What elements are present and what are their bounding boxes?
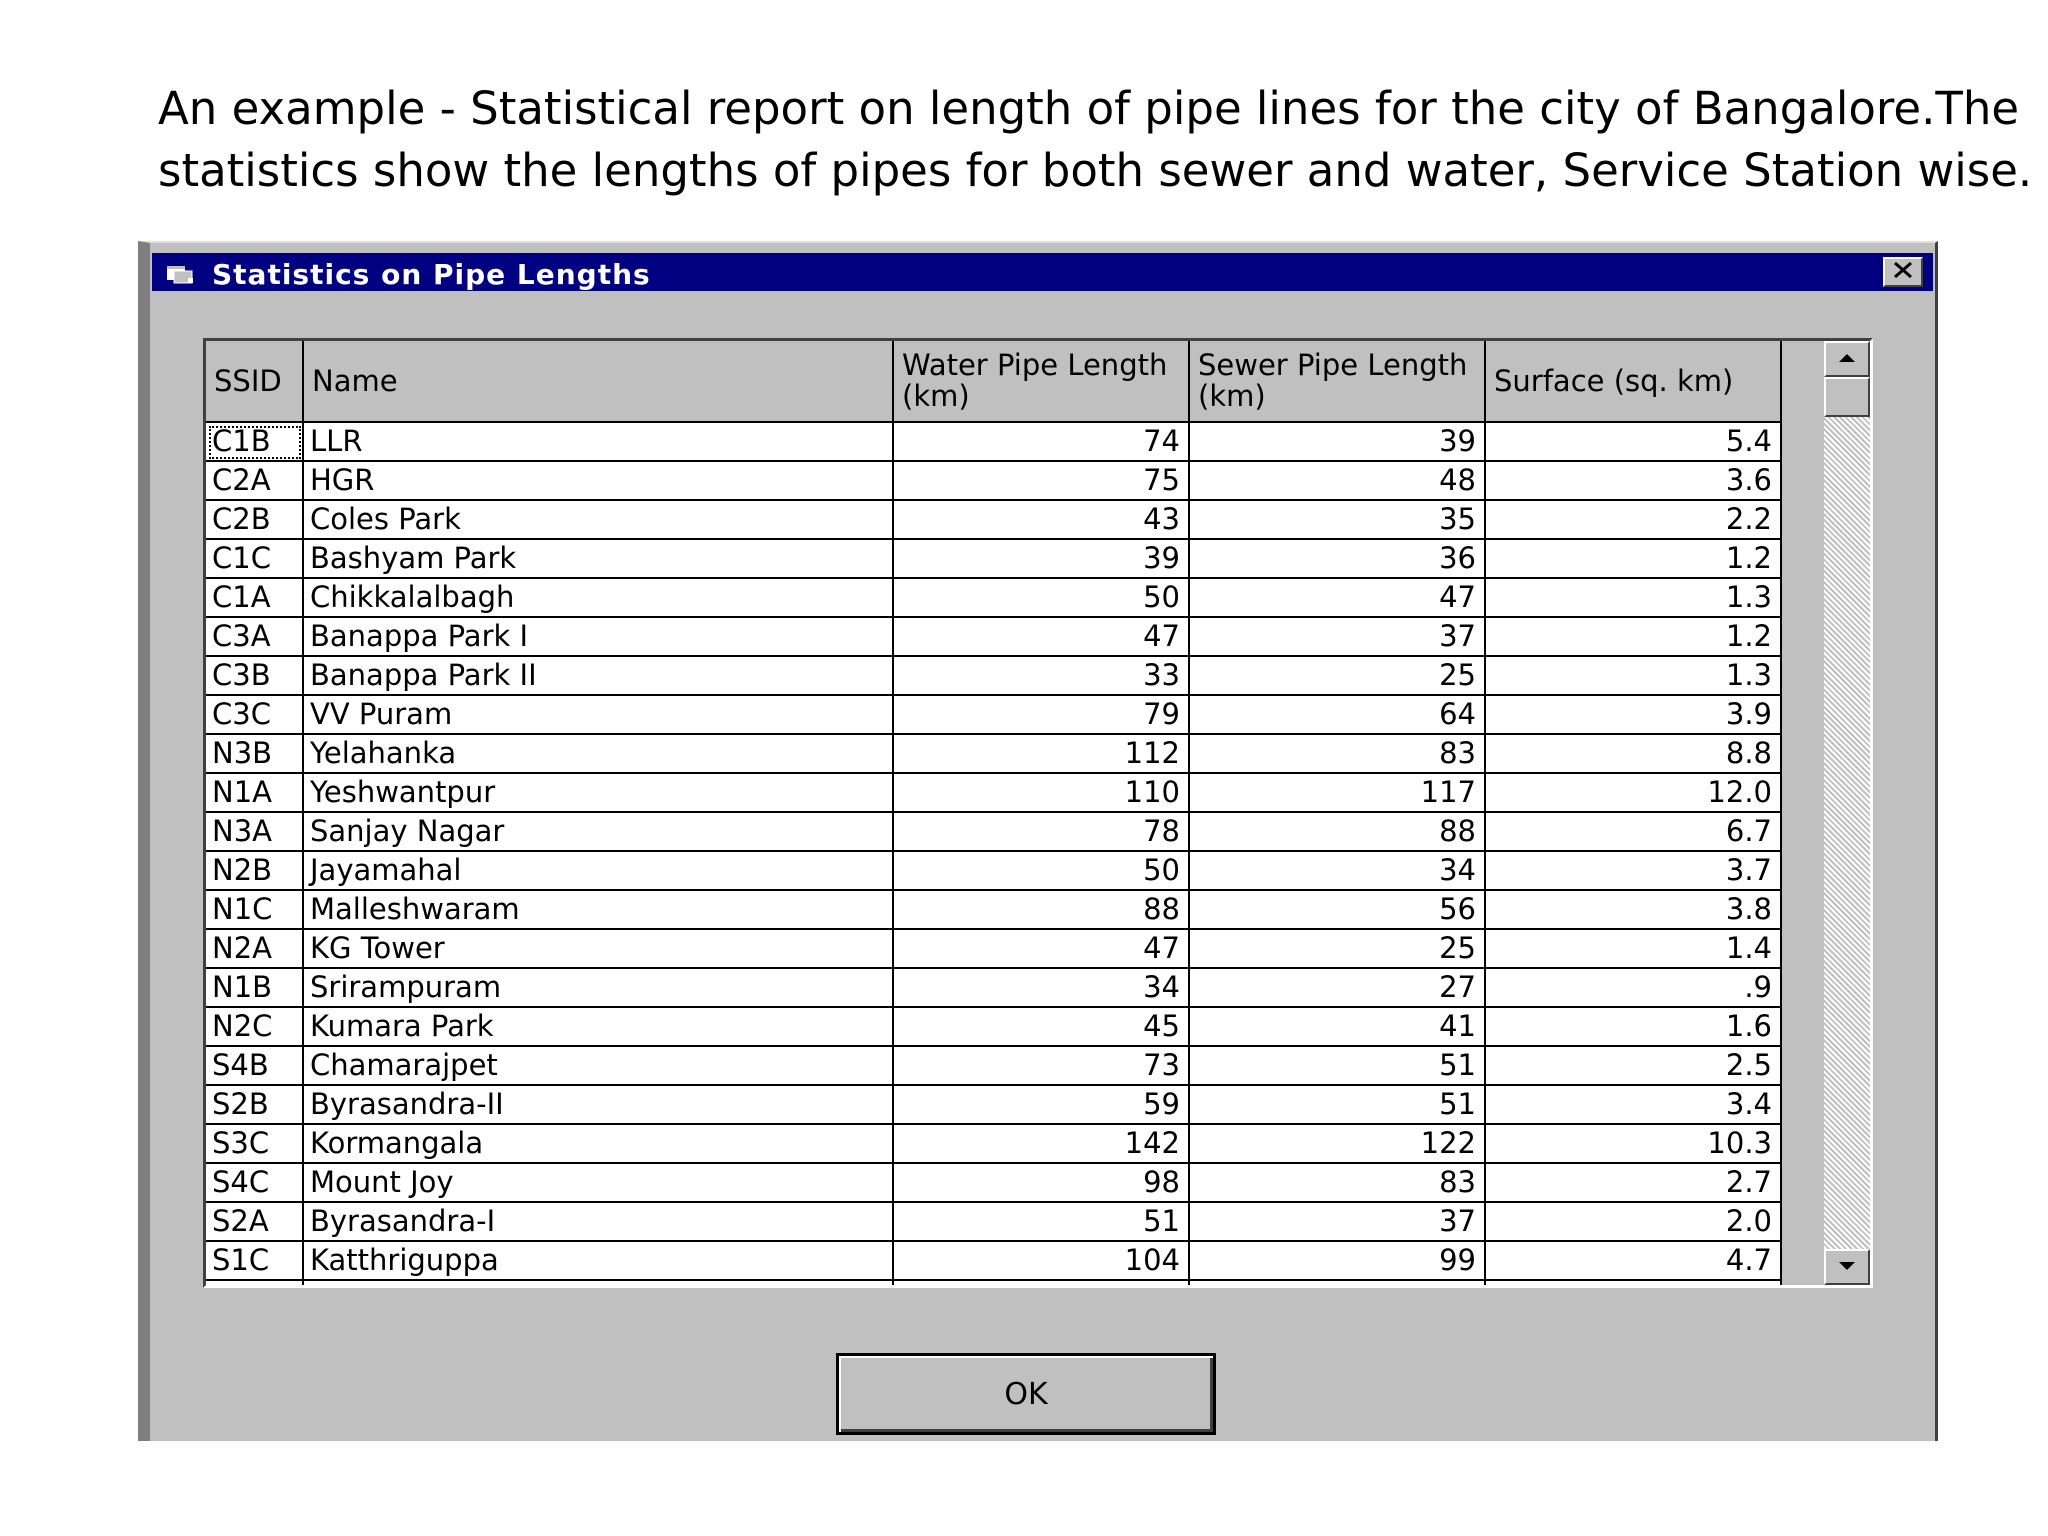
table-cell[interactable]: 3.6 — [1486, 462, 1782, 501]
table-cell[interactable]: S2A — [206, 1203, 304, 1242]
table-cell[interactable]: 2.0 — [1486, 1203, 1782, 1242]
table-cell[interactable]: Yeshwantpur — [304, 774, 894, 813]
table-cell[interactable]: C3A — [206, 618, 304, 657]
table-cell[interactable]: 110 — [894, 774, 1190, 813]
table-cell[interactable]: 6.7 — [1486, 813, 1782, 852]
table-cell[interactable]: 112 — [894, 735, 1190, 774]
table-cell[interactable]: Sanjay Nagar — [304, 813, 894, 852]
table-cell[interactable]: S3C — [206, 1125, 304, 1164]
table-cell[interactable]: .9 — [1486, 969, 1782, 1008]
table-cell[interactable]: Malleshwaram — [304, 891, 894, 930]
table-cell[interactable]: N3B — [206, 735, 304, 774]
table-cell[interactable]: 43 — [894, 501, 1190, 540]
table-cell[interactable]: 1.4 — [1486, 930, 1782, 969]
table-cell[interactable]: N3A — [206, 813, 304, 852]
table-cell[interactable]: Kormangala — [304, 1125, 894, 1164]
table-cell[interactable]: 64 — [1190, 696, 1486, 735]
table-cell[interactable]: 1.2 — [1486, 540, 1782, 579]
table-cell[interactable]: 142 — [894, 1125, 1190, 1164]
table-cell[interactable]: 37 — [1190, 618, 1486, 657]
scroll-up-button[interactable] — [1824, 341, 1870, 377]
table-cell[interactable]: 50 — [894, 579, 1190, 618]
table-cell-empty — [894, 1281, 1190, 1288]
table-cell[interactable]: 51 — [894, 1203, 1190, 1242]
table-cell[interactable]: 83 — [1190, 735, 1486, 774]
table-cell[interactable]: 45 — [894, 1008, 1190, 1047]
table-cell[interactable]: Coles Park — [304, 501, 894, 540]
column-header-0[interactable]: SSID — [206, 341, 304, 423]
table-cell[interactable]: 88 — [894, 891, 1190, 930]
table-cell[interactable]: 59 — [894, 1086, 1190, 1125]
table-cell[interactable]: S4B — [206, 1047, 304, 1086]
table-cell[interactable]: 117 — [1190, 774, 1486, 813]
column-header-2[interactable]: Water Pipe Length (km) — [894, 341, 1190, 423]
table-cell[interactable]: S2B — [206, 1086, 304, 1125]
table-cell[interactable]: C3C — [206, 696, 304, 735]
table-cell[interactable]: 2.7 — [1486, 1164, 1782, 1203]
table-cell-empty — [1486, 1281, 1782, 1288]
column-header-4[interactable]: Surface (sq. km) — [1486, 341, 1782, 423]
table-cell[interactable]: 56 — [1190, 891, 1486, 930]
table-cell[interactable]: 34 — [894, 969, 1190, 1008]
table-cell[interactable]: 51 — [1190, 1086, 1486, 1125]
table-cell[interactable]: 8.8 — [1486, 735, 1782, 774]
table-cell[interactable]: 47 — [1190, 579, 1486, 618]
table-cell[interactable]: C1A — [206, 579, 304, 618]
table-cell[interactable]: N2C — [206, 1008, 304, 1047]
caption-line-1: An example - Statistical report on length of pipe lines for the city of Bangalore.The — [158, 82, 2020, 135]
table-cell-empty — [206, 1281, 304, 1288]
table-cell[interactable]: 33 — [894, 657, 1190, 696]
vertical-scrollbar[interactable] — [1824, 341, 1870, 1285]
table-cell-empty — [304, 1281, 894, 1288]
table-cell[interactable]: 99 — [1190, 1242, 1486, 1281]
table-cell[interactable]: N2B — [206, 852, 304, 891]
close-button[interactable] — [1883, 257, 1923, 287]
table-cell[interactable]: 74 — [894, 423, 1190, 462]
dialog-titlebar[interactable] — [152, 253, 1933, 291]
table-cell[interactable]: VV Puram — [304, 696, 894, 735]
table-cell[interactable]: Chamarajpet — [304, 1047, 894, 1086]
table-cell[interactable]: 1.3 — [1486, 579, 1782, 618]
table-cell[interactable]: 10.3 — [1486, 1125, 1782, 1164]
table-cell[interactable]: N2A — [206, 930, 304, 969]
table-cell[interactable]: 34 — [1190, 852, 1486, 891]
table-cell[interactable]: N1A — [206, 774, 304, 813]
scroll-down-arrow-icon — [1838, 1258, 1856, 1276]
ok-button[interactable]: OK — [836, 1353, 1216, 1435]
statistics-dialog — [138, 241, 1938, 1441]
table-cell[interactable]: 47 — [894, 618, 1190, 657]
table-cell[interactable]: 41 — [1190, 1008, 1486, 1047]
table-cell[interactable]: 3.8 — [1486, 891, 1782, 930]
table-cell[interactable]: 5.4 — [1486, 423, 1782, 462]
table-cell[interactable]: 1.3 — [1486, 657, 1782, 696]
table-cell[interactable]: C2B — [206, 501, 304, 540]
scroll-thumb[interactable] — [1824, 377, 1870, 417]
table-cell[interactable]: LLR — [304, 423, 894, 462]
close-icon — [1892, 261, 1914, 284]
table-cell[interactable]: 98 — [894, 1164, 1190, 1203]
table-cell[interactable]: 122 — [1190, 1125, 1486, 1164]
table-cell[interactable]: S1C — [206, 1242, 304, 1281]
table-cell[interactable]: 25 — [1190, 657, 1486, 696]
table-cell[interactable]: 2.5 — [1486, 1047, 1782, 1086]
table-cell-empty — [1190, 1281, 1486, 1288]
table-cell[interactable]: KG Tower — [304, 930, 894, 969]
caption-line-2: statistics show the lengths of pipes for both sewer and water, Service Station wise. — [158, 144, 2033, 197]
table-cell[interactable]: 1.6 — [1486, 1008, 1782, 1047]
table-cell[interactable]: C1B — [206, 423, 304, 462]
table-cell[interactable]: Byrasandra-II — [304, 1086, 894, 1125]
column-header-3[interactable]: Sewer Pipe Length (km) — [1190, 341, 1486, 423]
table-cell[interactable]: Banappa Park I — [304, 618, 894, 657]
table-cell[interactable]: Kumara Park — [304, 1008, 894, 1047]
table-cell[interactable]: Banappa Park II — [304, 657, 894, 696]
table-cell[interactable]: 4.7 — [1486, 1242, 1782, 1281]
table-cell[interactable]: 35 — [1190, 501, 1486, 540]
table-cell[interactable]: 27 — [1190, 969, 1486, 1008]
table-cell[interactable]: 25 — [1190, 930, 1486, 969]
column-header-1[interactable]: Name — [304, 341, 894, 423]
table-cell[interactable]: C3B — [206, 657, 304, 696]
table-cell[interactable]: Katthriguppa — [304, 1242, 894, 1281]
table-cell[interactable]: 1.2 — [1486, 618, 1782, 657]
table-cell[interactable]: 104 — [894, 1242, 1190, 1281]
table-cell[interactable]: 73 — [894, 1047, 1190, 1086]
table-cell[interactable]: 51 — [1190, 1047, 1486, 1086]
table-cell[interactable]: S4C — [206, 1164, 304, 1203]
table-cell[interactable]: 78 — [894, 813, 1190, 852]
table-cell[interactable]: 50 — [894, 852, 1190, 891]
table-cell[interactable]: Chikkalalbagh — [304, 579, 894, 618]
table-cell[interactable]: C1C — [206, 540, 304, 579]
table-cell[interactable]: 48 — [1190, 462, 1486, 501]
table-cell[interactable]: 3.4 — [1486, 1086, 1782, 1125]
table-cell[interactable]: Srirampuram — [304, 969, 894, 1008]
table-cell[interactable]: 75 — [894, 462, 1190, 501]
table-cell[interactable]: 3.7 — [1486, 852, 1782, 891]
table-cell[interactable]: 36 — [1190, 540, 1486, 579]
table-cell[interactable]: C2A — [206, 462, 304, 501]
dialog-title: Statistics on Pipe Lengths — [212, 258, 651, 291]
table-cell[interactable]: Yelahanka — [304, 735, 894, 774]
slide-caption — [158, 78, 2033, 202]
table-cell[interactable]: N1C — [206, 891, 304, 930]
table-cell[interactable]: N1B — [206, 969, 304, 1008]
pipe-stats-grid[interactable] — [203, 338, 1873, 1288]
table-cell[interactable]: Jayamahal — [304, 852, 894, 891]
table-cell[interactable]: 37 — [1190, 1203, 1486, 1242]
table-cell[interactable]: 47 — [894, 930, 1190, 969]
table-cell[interactable]: 2.2 — [1486, 501, 1782, 540]
scroll-up-arrow-icon — [1838, 350, 1856, 368]
table-cell[interactable]: 39 — [1190, 423, 1486, 462]
table-cell[interactable]: 83 — [1190, 1164, 1486, 1203]
table-cell[interactable]: Mount Joy — [304, 1164, 894, 1203]
table-cell[interactable]: Byrasandra-I — [304, 1203, 894, 1242]
table-cell[interactable]: HGR — [304, 462, 894, 501]
table-cell[interactable]: 79 — [894, 696, 1190, 735]
table-cell[interactable]: 39 — [894, 540, 1190, 579]
table-cell[interactable]: 88 — [1190, 813, 1486, 852]
window-app-icon — [166, 263, 196, 285]
scroll-down-button[interactable] — [1824, 1249, 1870, 1285]
table-cell[interactable]: 12.0 — [1486, 774, 1782, 813]
table-cell[interactable]: 3.9 — [1486, 696, 1782, 735]
table-cell[interactable]: Bashyam Park — [304, 540, 894, 579]
